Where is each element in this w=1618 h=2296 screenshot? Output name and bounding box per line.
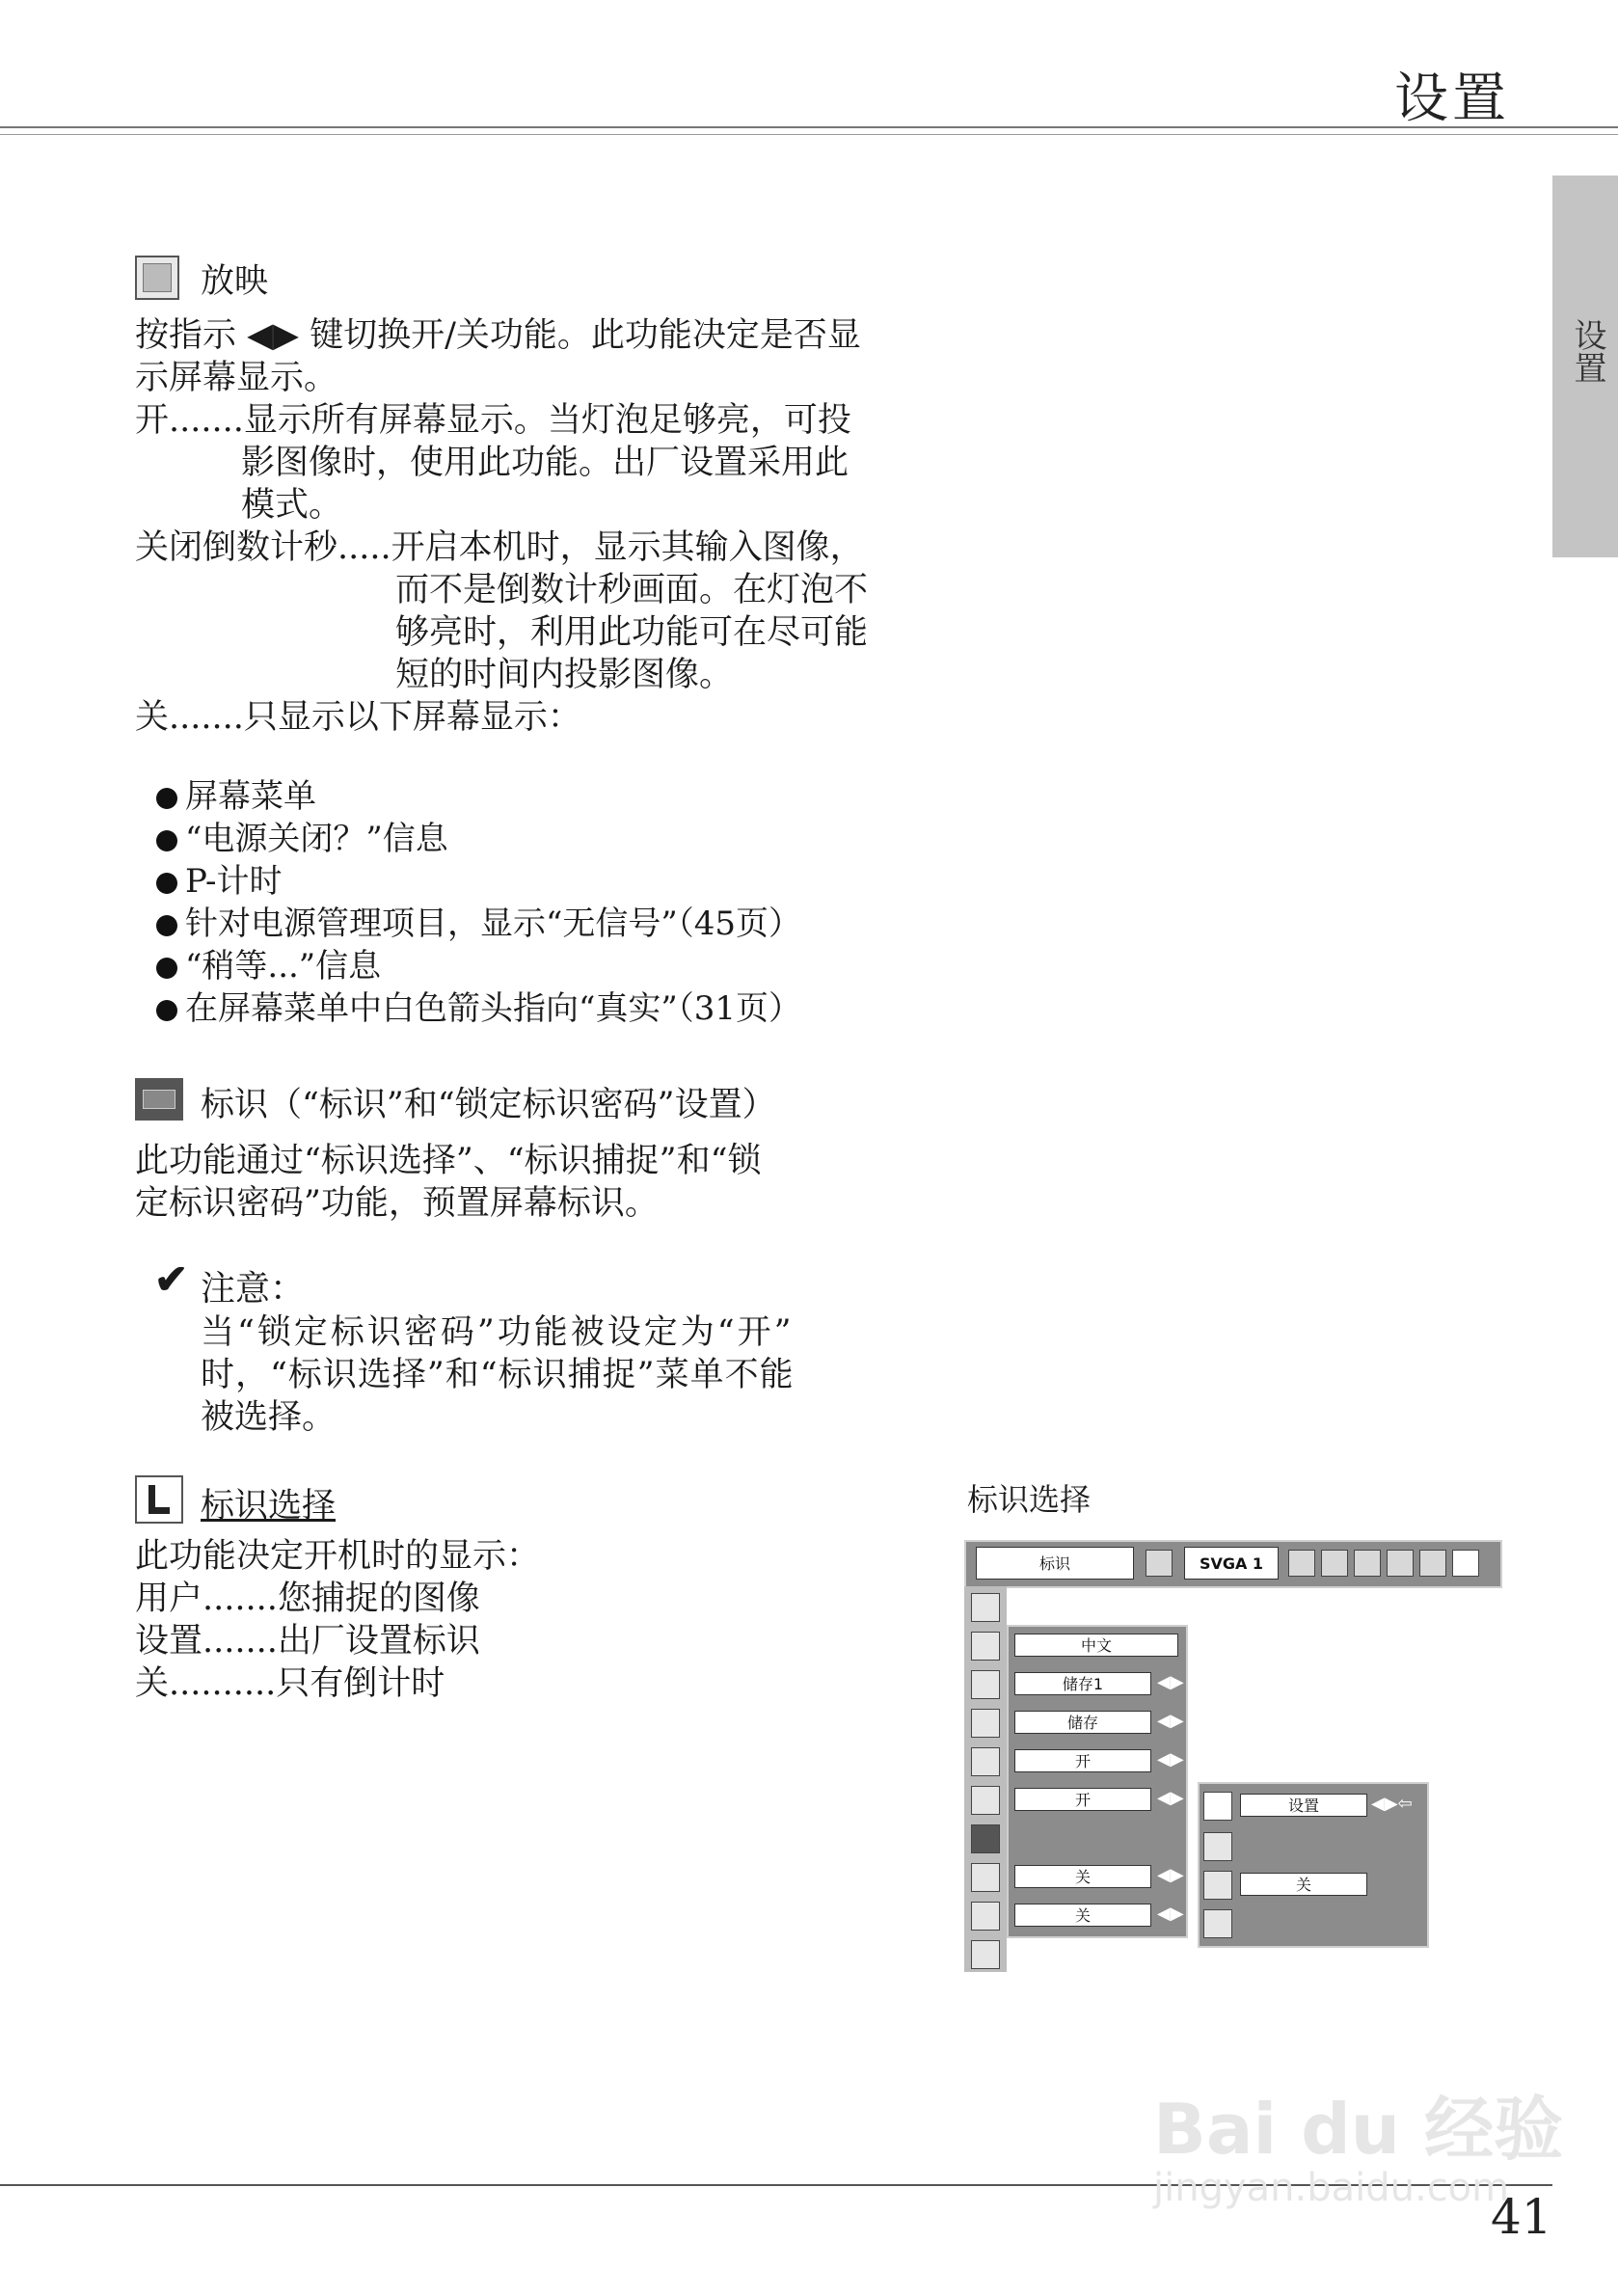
page-number: 41: [1491, 2189, 1552, 2245]
osd-left-right-arrows-icon: ◀▶: [1157, 1904, 1184, 1924]
osd-value-off-1: 关: [1014, 1865, 1151, 1888]
logo-select-line-4: 关..........只有倒计时: [135, 1664, 445, 1703]
bullet-dot: [156, 915, 177, 936]
checkmark-icon: ✔: [154, 1256, 189, 1303]
osd-signal-field: SVGA 1: [1184, 1547, 1279, 1580]
osd-logo-pin-icon: [1203, 1871, 1232, 1900]
osd-image-icon: [1321, 1550, 1348, 1577]
logo-select-icon: [135, 1475, 183, 1524]
osd-value-language: 中文: [1014, 1634, 1178, 1657]
osd-left-right-arrows-icon: ◀▶: [1157, 1749, 1184, 1769]
side-tab-label: 设置: [1568, 318, 1606, 384]
projection-line-8: 够亮时，利用此功能可在尽可能: [395, 613, 869, 652]
projection-line-4: 影图像时，使用此功能。出厂设置采用此: [241, 444, 849, 482]
projection-line-9: 短的时间内投影图像。: [395, 656, 734, 694]
projection-line-1: 按指示 ◀▶ 键切换开/关功能。此功能决定是否显: [135, 316, 861, 355]
osd-value-on-2: 开: [1014, 1788, 1151, 1811]
osd-left-right-arrows-icon: ◀▶⇦: [1371, 1794, 1413, 1814]
bullet-dot: [156, 873, 177, 894]
logo-line-2: 定标识密码”功能，预置屏幕标识。: [135, 1184, 659, 1223]
projection-line-6: 关闭倒数计秒.....开启本机时，显示其输入图像，: [135, 528, 864, 567]
osd-left-right-arrows-icon: ◀▶: [1157, 1865, 1184, 1885]
osd-logo-select-icon: [1203, 1792, 1232, 1821]
osd-adjust-icon: [1354, 1550, 1381, 1577]
page-header-title: 设置: [1394, 68, 1510, 130]
logo-icon: [135, 1078, 183, 1121]
osd-value-store1: 储存1: [1014, 1672, 1151, 1695]
osd-background-icon: [971, 1747, 1000, 1776]
bullet-item-6: 在屏幕菜单中白色箭头指向“真实”（31页）: [156, 987, 801, 1030]
osd-logo-capture-icon: [1203, 1832, 1232, 1861]
osd-rear-icon: [971, 1902, 1000, 1931]
projection-icon: [135, 256, 179, 300]
section-heading-logo: 标识（“标识”和“锁定标识密码”设置）: [201, 1086, 776, 1124]
osd-zoom-icon: [971, 1670, 1000, 1699]
osd-exit-icon: [1203, 1909, 1232, 1938]
projection-line-2: 示屏幕显示。: [135, 359, 338, 397]
osd-left-right-arrows-icon: ◀▶: [1157, 1788, 1184, 1808]
header-rule: [0, 126, 1618, 128]
osd-left-right-arrows-icon: ◀▶: [1157, 1711, 1184, 1731]
note-line-3: 被选择。: [201, 1398, 337, 1437]
bullet-item-5: “稍等...”信息: [156, 945, 381, 987]
projection-line-10: 关.......只显示以下屏幕显示：: [135, 698, 581, 737]
logo-select-line-2: 用户.......您捕捉的图像: [135, 1580, 480, 1618]
projection-line-3: 开.......显示所有屏幕显示。当灯泡足够亮，可投: [135, 401, 851, 440]
osd-up-arrow-icon: [971, 1593, 1000, 1622]
logo-select-line-3: 设置.......出厂设置标识: [135, 1622, 480, 1661]
bullet-item-4: 针对电源管理项目，显示“无信号”（45页）: [156, 903, 801, 945]
bullet-dot: [156, 958, 177, 979]
osd-keystone-icon: [971, 1709, 1000, 1738]
bullet-dot: [156, 1000, 177, 1021]
watermark-brand: Bai du 经验: [1153, 2089, 1564, 2170]
osd-left-right-arrows-icon: ◀▶: [1157, 1672, 1184, 1692]
osd-value-logo-select: 设置: [1240, 1794, 1367, 1817]
osd-language-icon: [971, 1632, 1000, 1661]
logo-line-1: 此功能通过“标识选择”、“标识捕捉”和“锁: [135, 1142, 762, 1180]
figure-caption: 标识选择: [967, 1481, 1092, 1518]
osd-logo-capture-icon: [1146, 1550, 1173, 1577]
osd-value-on-1: 开: [1014, 1749, 1151, 1772]
osd-value-off-2: 关: [1014, 1904, 1151, 1927]
bullet-item-3: P-计时: [156, 860, 283, 903]
note-title: 注意：: [201, 1269, 306, 1309]
bullet-item-2: “电源关闭？”信息: [156, 818, 448, 860]
header-rule-thin: [0, 134, 1618, 135]
section-heading-logo-select: 标识选择: [201, 1487, 337, 1526]
note-line-2: 时，“标识选择”和“标识捕捉”菜单不能: [201, 1356, 795, 1394]
osd-screen-icon: [1387, 1550, 1414, 1577]
osd-display-icon: [971, 1786, 1000, 1815]
projection-line-5: 模式。: [241, 486, 343, 525]
note-line-1: 当“锁定标识密码”功能被设定为“开”: [201, 1313, 795, 1352]
osd-top-field: 标识: [976, 1547, 1134, 1580]
bullet-dot: [156, 830, 177, 851]
osd-input-icon: [1288, 1550, 1315, 1577]
osd-sound-icon: [1419, 1550, 1446, 1577]
osd-logo-icon: [971, 1824, 1000, 1853]
watermark-url: jingyan.baidu.com: [1153, 2166, 1510, 2210]
osd-value-logo-pin: 关: [1240, 1873, 1367, 1896]
osd-down-arrow-icon: [971, 1940, 1000, 1969]
section-heading-projection: 放映: [201, 262, 269, 301]
logo-select-line-1: 此功能决定开机时的显示：: [135, 1537, 541, 1576]
projection-line-7: 而不是倒数计秒画面。在灯泡不: [395, 571, 869, 609]
osd-value-store: 储存: [1014, 1711, 1151, 1734]
bullet-dot: [156, 788, 177, 809]
bullet-item-1: 屏幕菜单: [156, 775, 316, 818]
osd-ceiling-icon: [971, 1863, 1000, 1892]
osd-settings-icon: [1452, 1550, 1479, 1577]
